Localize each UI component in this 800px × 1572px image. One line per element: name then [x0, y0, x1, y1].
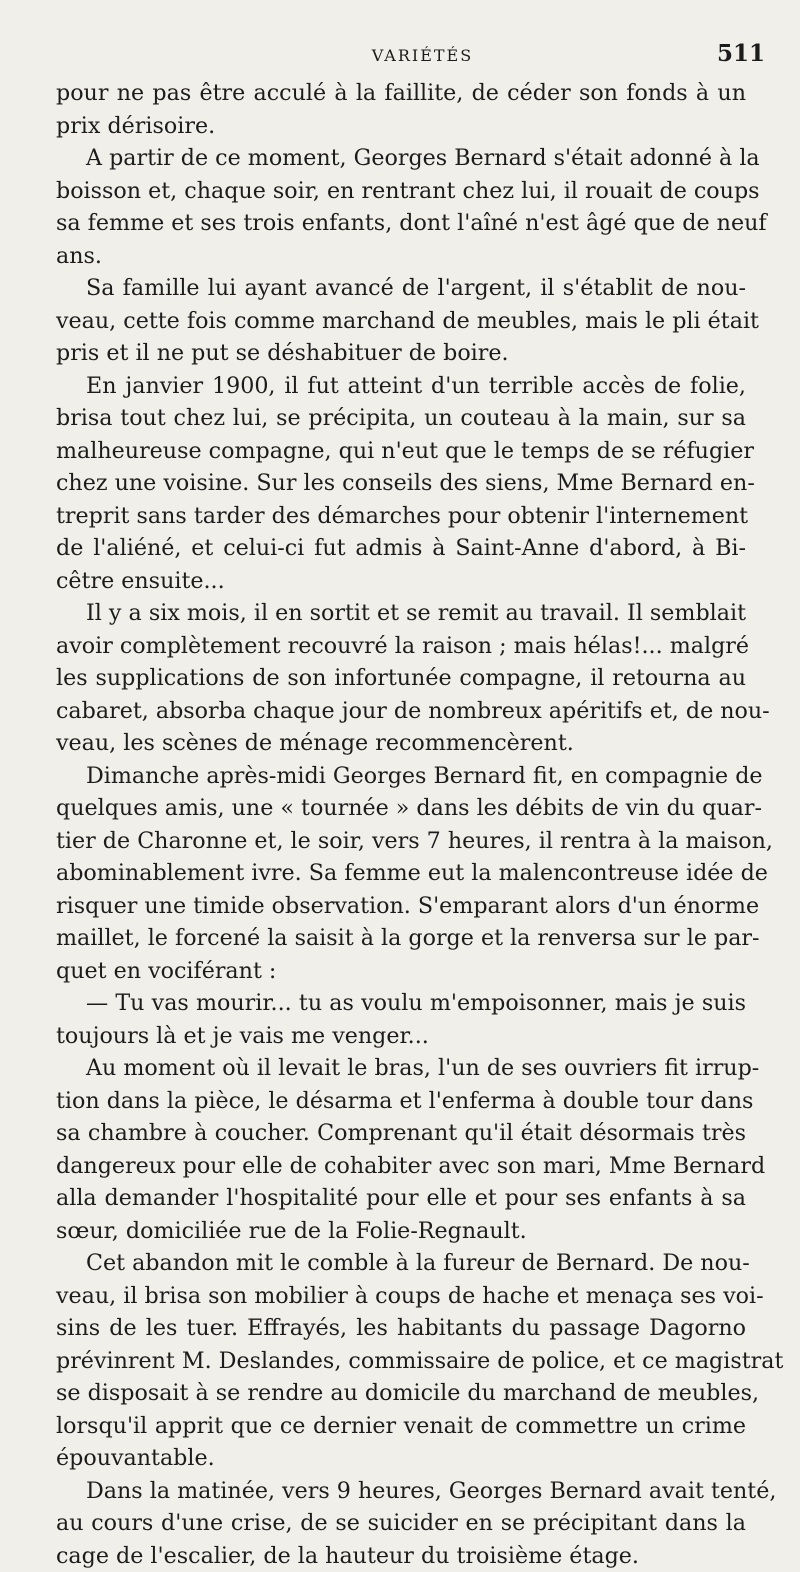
text-line: Cet abandon mit le comble à la fureur de Bernard. De nou-: [56, 1247, 746, 1280]
text-line: sa femme et ses trois enfants, dont l'aîné n'est âgé que de neuf: [56, 207, 746, 240]
text-line: Au moment où il levait le bras, l'un de ses ouvriers fit irrup-: [56, 1052, 746, 1085]
text-line: avoir complètement recouvré la raison ; mais hélas!... malgré: [56, 630, 746, 663]
text-line: sins de les tuer. Effrayés, les habitants du passage Dagorno: [56, 1312, 746, 1345]
text-line: les supplications de son infortunée compagne, il retourna au: [56, 662, 746, 695]
text-line: cage de l'escalier, de la hauteur du troisième étage.: [56, 1540, 746, 1572]
text-line: Sa famille lui ayant avancé de l'argent, il s'établit de nou-: [56, 272, 746, 305]
text-line: sa chambre à coucher. Comprenant qu'il était désormais très: [56, 1117, 746, 1150]
text-line: Dimanche après-midi Georges Bernard fit, en compagnie de: [56, 760, 746, 793]
text-line: boisson et, chaque soir, en rentrant chez lui, il rouait de coups: [56, 175, 746, 208]
text-line: A partir de ce moment, Georges Bernard s'était adonné à la: [56, 142, 746, 175]
text-line: de l'aliéné, et celui-ci fut admis à Saint-Anne d'abord, à Bi-: [56, 532, 746, 565]
text-line: Dans la matinée, vers 9 heures, Georges Bernard avait tenté,: [56, 1475, 746, 1508]
running-title: VARIÉTÉS: [80, 46, 765, 65]
running-head: [80, 40, 765, 80]
text-line: Il y a six mois, il en sortit et se remit au travail. Il semblait: [56, 597, 746, 630]
text-line: prix dérisoire.: [56, 110, 746, 143]
text-line: veau, les scènes de ménage recommencèrent.: [56, 727, 746, 760]
text-line: alla demander l'hospitalité pour elle et pour ses enfants à sa: [56, 1182, 746, 1215]
text-line: abominablement ivre. Sa femme eut la malencontreuse idée de: [56, 857, 746, 890]
text-line: brisa tout chez lui, se précipita, un couteau à la main, sur sa: [56, 402, 746, 435]
text-line: dangereux pour elle de cohabiter avec son mari, Mme Bernard: [56, 1150, 746, 1183]
text-line: quelques amis, une « tournée » dans les débits de vin du quar-: [56, 792, 746, 825]
text-line: chez une voisine. Sur les conseils des siens, Mme Bernard en-: [56, 467, 746, 500]
text-line: prévinrent M. Deslandes, commissaire de police, et ce magistrat: [56, 1345, 746, 1378]
text-line: toujours là et je vais me venger...: [56, 1020, 746, 1053]
text-line: sœur, domiciliée rue de la Folie-Regnault.: [56, 1215, 746, 1248]
text-line: pris et il ne put se déshabituer de boire.: [56, 337, 746, 370]
text-line: cêtre ensuite...: [56, 565, 746, 598]
text-line: En janvier 1900, il fut atteint d'un terrible accès de folie,: [56, 370, 746, 403]
text-line: cabaret, absorba chaque jour de nombreux apéritifs et, de nou-: [56, 695, 746, 728]
text-line: — Tu vas mourir... tu as voulu m'empoisonner, mais je suis: [56, 987, 746, 1020]
text-line: pour ne pas être acculé à la faillite, de céder son fonds à un: [56, 77, 746, 110]
text-line: épouvantable.: [56, 1442, 746, 1475]
text-line: maillet, le forcené la saisit à la gorge et la renversa sur le par-: [56, 922, 746, 955]
text-line: tion dans la pièce, le désarma et l'enferma à double tour dans: [56, 1085, 746, 1118]
text-line: malheureuse compagne, qui n'eut que le temps de se réfugier: [56, 435, 746, 468]
text-line: treprit sans tarder des démarches pour obtenir l'internement: [56, 500, 746, 533]
text-line: se disposait à se rendre au domicile du marchand de meubles,: [56, 1377, 746, 1410]
text-line: lorsqu'il apprit que ce dernier venait de commettre un crime: [56, 1410, 746, 1443]
text-line: veau, il brisa son mobilier à coups de hache et menaça ses voi-: [56, 1280, 746, 1313]
text-line: tier de Charonne et, le soir, vers 7 heures, il rentra à la maison,: [56, 825, 746, 858]
text-line: au cours d'une crise, de se suicider en se précipitant dans la: [56, 1507, 746, 1540]
page-number: 511: [717, 40, 765, 67]
text-line: ans.: [56, 240, 746, 273]
body-text: [56, 77, 746, 1572]
text-line: veau, cette fois comme marchand de meubles, mais le pli était: [56, 305, 746, 338]
text-line: quet en vociférant :: [56, 955, 746, 988]
text-line: risquer une timide observation. S'emparant alors d'un énorme: [56, 890, 746, 923]
